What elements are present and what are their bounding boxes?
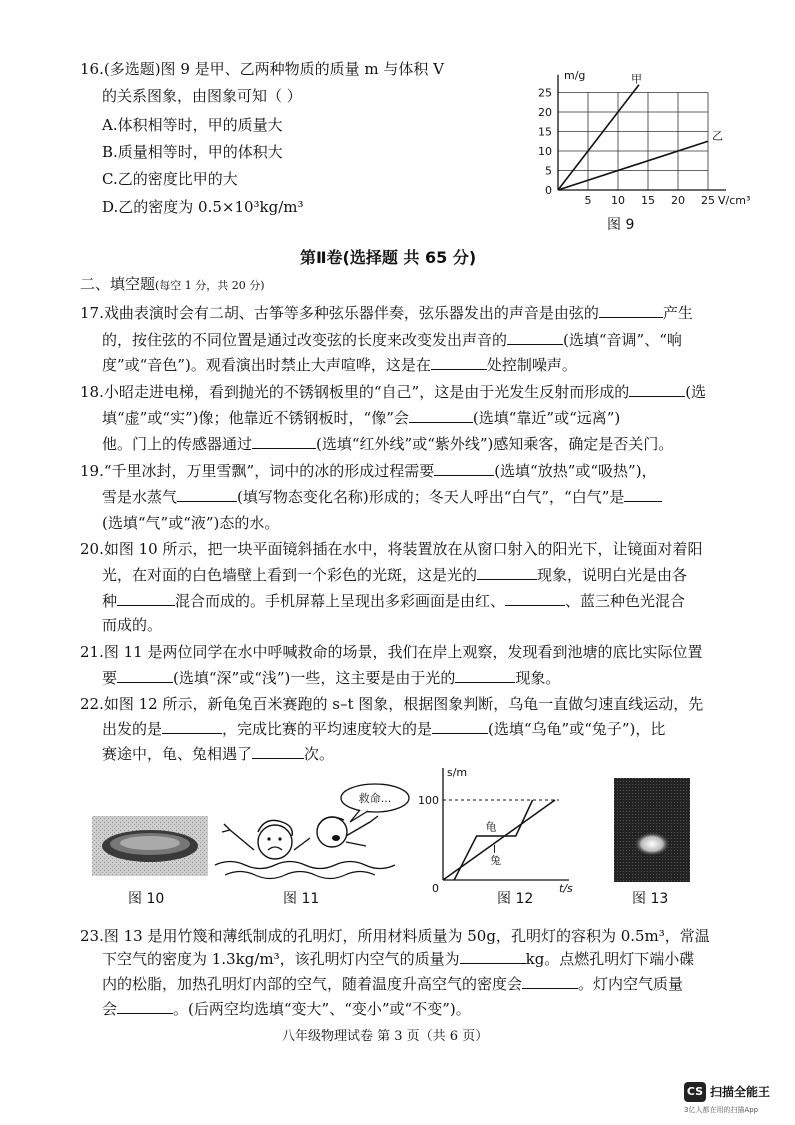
figure-10-image	[92, 810, 208, 880]
origin-label: 0	[432, 882, 439, 895]
q20-line4: 而成的。	[102, 616, 163, 634]
q23-blank-2[interactable]	[522, 973, 578, 989]
q20-blank-3[interactable]	[505, 590, 565, 606]
q17-line1	[80, 302, 693, 324]
q23-blank-1[interactable]	[460, 948, 526, 964]
q18-text: 他。门上的传感器通过	[102, 435, 253, 453]
q20-text: 、蓝三种色光混合	[565, 592, 686, 610]
y-tick-label: 5	[545, 164, 552, 178]
speech-bubble-text: 救命...	[358, 792, 392, 805]
x-axis-label: t/s	[559, 882, 573, 895]
x-tick-label: 10	[611, 194, 625, 207]
q17-text: (选填“音调”、“响	[563, 331, 682, 349]
q21-line1: 21.图 11 是两位同学在水中呼喊救命的场景，我们在岸上观察，发现看到池塘的底比实际位置	[80, 643, 703, 661]
x-tick-label: 25	[701, 194, 715, 207]
q18-blank-1[interactable]	[629, 381, 685, 397]
q20-blank-2[interactable]	[117, 590, 175, 606]
y-tick-label: 25	[538, 86, 552, 100]
q21-text: (选填“深”或“浅”)一些，这主要是由于光的	[173, 669, 456, 687]
section-heading-label: 二、填空题	[80, 275, 156, 293]
q18-blank-2[interactable]	[409, 407, 473, 423]
q16-option-a: A.体积相等时，甲的质量大	[102, 116, 283, 134]
q20-line2	[102, 564, 687, 586]
q23-line4	[102, 998, 471, 1020]
q21-text: 现象。	[515, 669, 561, 687]
series-line-jia	[558, 85, 639, 190]
q21-blank-1[interactable]	[117, 667, 173, 683]
q20-text: 混合而成的。手机屏幕上呈现出多彩画面是由红、	[175, 592, 506, 610]
q16-option-d: D.乙的密度为 0.5×10³kg/m³	[102, 198, 304, 216]
figure-11-caption: 图 11	[283, 891, 320, 907]
q16-stem-line1: 16.(多选题)图 9 是甲、乙两种物质的质量 m 与体积 V	[80, 60, 445, 78]
q21-text: 要	[102, 669, 118, 687]
q17-line3	[102, 354, 577, 376]
figure-12-caption: 图 12	[497, 891, 534, 907]
q17-blank-1[interactable]	[599, 302, 663, 318]
q19-text: 19.“千里冰封，万里雪飘”，词中的冰的形成过程需要	[80, 462, 435, 480]
q18-text: (选填“靠近”或“远离”)	[472, 409, 621, 427]
q22-text: 赛途中，龟、兔相遇了	[102, 745, 253, 763]
y-tick-label: 20	[538, 106, 552, 119]
q19-blank-1[interactable]	[434, 460, 494, 476]
scanner-logo-icon: CS	[684, 1082, 706, 1102]
q23-line2	[102, 948, 694, 970]
q19-line2	[102, 486, 662, 508]
series-label: 甲	[631, 72, 642, 86]
q22-line3	[102, 743, 334, 765]
q22-text: 次。	[304, 745, 335, 763]
q20-text: 种	[102, 592, 118, 610]
q23-text: kg。点燃孔明灯下端小碟	[525, 950, 695, 968]
q17-text: 的，按住弦的不同位置是通过改变弦的长度来改变发出声音的	[102, 331, 508, 349]
figure-13-image	[614, 778, 690, 882]
q18-line2	[102, 407, 620, 429]
q22-text: (选填“乌龟”或“兔子”)，比	[488, 720, 666, 738]
q18-text: (选	[685, 383, 707, 401]
y-tick-label: 10	[538, 145, 552, 158]
q16-stem-line2: 的关系图象，由图象可知（ ）	[102, 87, 302, 105]
q17-text: 处控制噪声。	[486, 356, 577, 374]
q22-blank-1[interactable]	[162, 718, 222, 734]
section-heading-note: (每空 1 分，共 20 分)	[155, 279, 265, 292]
rabbit-label: 兔	[490, 854, 502, 867]
q21-line2	[102, 667, 560, 689]
q17-blank-2[interactable]	[507, 329, 563, 345]
figure-13-caption: 图 13	[632, 891, 669, 907]
figure-10-caption: 图 10	[128, 891, 165, 907]
q17-text: 产生	[662, 304, 693, 322]
q19-line1	[80, 460, 657, 482]
q23-text: 会	[102, 1000, 118, 1018]
q17-text: 度”或“音色”)。观看演出时禁止大声喧哗，这是在	[102, 356, 431, 374]
rabbit-line	[454, 800, 532, 880]
q18-line3	[102, 433, 673, 455]
y-tick-label: 15	[538, 125, 552, 139]
q22-line1: 22.如图 12 所示，新龟兔百米赛跑的 s–t 图象，根据图象判断，乌龟一直做匀速直线运动，先	[80, 695, 704, 713]
q20-line3	[102, 590, 685, 612]
series-line-yi	[558, 141, 708, 190]
x-tick-label: 15	[641, 194, 655, 207]
scanner-watermark-name: 扫描全能王	[710, 1085, 771, 1099]
x-axis-label: V/cm³	[718, 194, 751, 207]
y-tick-label: 0	[545, 184, 552, 197]
q20-text: 现象，说明白光是由各	[537, 566, 688, 584]
page-footer: 八年级物理试卷 第 3 页（共 6 页）	[282, 1029, 489, 1044]
q21-blank-2[interactable]	[455, 667, 515, 683]
x-tick-label: 20	[671, 194, 685, 207]
q23-text: 下空气的密度为 1.3kg/m³，该孔明灯内空气的质量为	[102, 950, 460, 968]
q18-text: (选填“红外线”或“紫外线”)感知乘客，确定是否关门。	[316, 435, 674, 453]
scanner-watermark-sub: 3亿人都在用的扫描App	[684, 1106, 759, 1114]
q20-blank-1[interactable]	[477, 564, 537, 580]
q22-line2	[102, 718, 665, 740]
section-heading	[80, 273, 265, 297]
figure-11-image	[210, 780, 415, 885]
q22-blank-2[interactable]	[432, 718, 488, 734]
q23-line1: 23.图 13 是用竹篾和薄纸制成的孔明灯，所用材料质量为 50g，孔明灯的容积为 0.5m³，常温	[80, 927, 710, 945]
x-tick-label: 5	[584, 194, 592, 207]
section-title: 第Ⅱ卷(选择题 共 65 分)	[300, 248, 477, 267]
q18-blank-3[interactable]	[252, 433, 316, 449]
figure-9-chart	[530, 50, 795, 215]
y-axis-label: m/g	[564, 68, 586, 82]
q20-line1: 20.如图 10 所示，把一块平面镜斜插在水中，将装置放在从窗口射入的阳光下，让镜面对着阳	[80, 540, 703, 558]
q23-line3	[102, 973, 683, 995]
q17-blank-3[interactable]	[431, 354, 487, 370]
figure-9-caption: 图 9	[607, 217, 635, 233]
q16-option-c: C.乙的密度比甲的大	[102, 170, 238, 188]
q20-text: 光，在对面的白色墙壁上看到一个彩色的光斑，这是光的	[102, 566, 478, 584]
q23-text: 。(后两空均选填“变大”、“变小”或“不变”)。	[173, 1000, 471, 1018]
q23-text: 内的松脂，加热孔明灯内部的空气，随着温度升高空气的密度会	[102, 975, 523, 993]
q23-blank-3[interactable]	[117, 998, 173, 1014]
q19-text: (填写物态变化名称)形成的；冬天人呼出“白气”，“白气”是	[237, 488, 625, 506]
q23-text: 。灯内空气质量	[578, 975, 684, 993]
q22-text: ，完成比赛的平均速度较大的是	[222, 720, 433, 738]
q17-line2	[102, 329, 682, 351]
q19-text: 雪是水蒸气	[102, 488, 178, 506]
q18-text: 18.小昭走进电梯，看到抛光的不锈钢板里的“自己”，这是由于光发生反射而形成的	[80, 383, 630, 401]
series-label: 乙	[712, 129, 723, 143]
q19-line3: (选填“气”或“液”)态的水。	[102, 514, 280, 532]
tortoise-label: 龟	[485, 820, 497, 834]
q22-blank-3[interactable]	[252, 743, 304, 759]
q19-blank-3[interactable]	[624, 486, 662, 502]
figure-12-chart	[418, 762, 585, 895]
y-axis-label: s/m	[447, 766, 468, 779]
q22-text: 出发的是	[102, 720, 163, 738]
y-tick-label: 100	[418, 794, 439, 807]
q18-text: 填“虚”或“实”)像；他靠近不锈钢板时，“像”会	[102, 409, 409, 427]
q19-blank-2[interactable]	[177, 486, 237, 502]
q16-option-b: B.质量相等时，甲的体积大	[102, 143, 283, 161]
q19-text: (选填“放热”或“吸热”)，	[494, 462, 657, 480]
q17-text: 17.戏曲表演时会有二胡、古筝等多种弦乐器伴奏，弦乐器发出的声音是由弦的	[80, 304, 599, 322]
q18-line1	[80, 381, 706, 403]
